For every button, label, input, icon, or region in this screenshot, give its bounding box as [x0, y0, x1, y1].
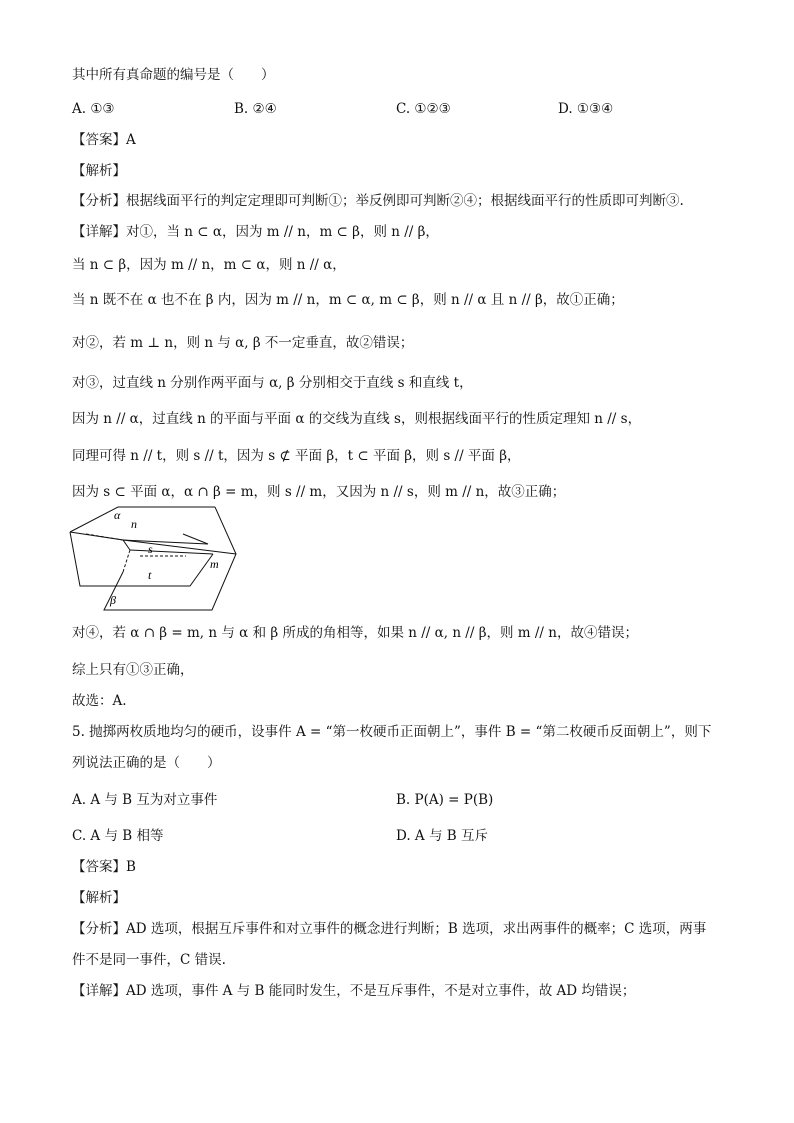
q4-tail-line-2: 综上只有①③正确，	[72, 662, 194, 678]
label-beta: β	[110, 593, 116, 607]
q5-stem-line-1: 5. 抛掷两枚质地均匀的硬币，设事件 A = “第一枚硬币正面朝上”，事件 B = “第二枚硬币反面朝上”，则下	[72, 724, 712, 740]
label-m: m	[210, 557, 219, 571]
q5-stem-line-2: 列说法正确的是（ ）	[72, 755, 221, 771]
planes-figure	[68, 506, 243, 612]
q5-answer: 【答案】B	[72, 859, 136, 875]
q4-answer: 【答案】A	[72, 132, 136, 148]
label-alpha: α	[114, 508, 121, 522]
q4-xiangjie-line-7: 同理可得 n // t，则 s // t，因为 s ⊄ 平面 β，t ⊂ 平面 β，则 s // 平面 β，	[72, 448, 521, 464]
q4-option-b: B. ②④	[234, 101, 277, 117]
q4-tail-line-3: 故选：A.	[72, 693, 127, 709]
q5-xiangjie: 【详解】AD 选项，事件 A 与 B 能同时发生，不是互斥事件，不是对立事件，故 AD 均错误；	[72, 983, 636, 999]
q4-xiangjie-line-8: 因为 s ⊂ 平面 α，α ∩ β = m，则 s // m，又因为 n // s，则 m // n，故③正确；	[72, 484, 566, 500]
label-n: n	[131, 517, 137, 531]
q5-option-b: B. P(A) = P(B)	[396, 792, 494, 808]
q4-xiangjie-line-3: 当 n 既不在 α 也不在 β 内，因为 m // n，m ⊂ α, m ⊂ β，则 n // α 且 n // β，故①正确；	[72, 292, 624, 308]
q4-analysis-tag: 【解析】	[72, 163, 126, 179]
q4-xiangjie-line-1: 【详解】对①，当 n ⊂ α，因为 m // n，m ⊂ β，则 n // β，	[72, 224, 439, 240]
q4-xiangjie-line-2: 当 n ⊂ β，因为 m // n，m ⊂ α，则 n // α，	[72, 257, 346, 273]
q5-fenxi-line-1: 【分析】AD 选项，根据互斥事件和对立事件的概念进行判断；B 选项，求出两事件的概率；C 选项，两事	[72, 921, 707, 937]
label-t: t	[148, 568, 152, 582]
q4-option-d: D. ①③④	[558, 101, 614, 117]
label-s: s	[148, 542, 153, 556]
q4-xiangjie-line-6: 因为 n // α，过直线 n 的平面与平面 α 的交线为直线 s，则根据线面平行的性质定理知 n // s，	[72, 411, 642, 427]
q4-xiangjie-line-4: 对②，若 m ⊥ n，则 n 与 α, β 不一定垂直，故②错误；	[72, 335, 414, 351]
q5-analysis-tag: 【解析】	[72, 890, 126, 906]
q4-option-a: A. ①③	[72, 101, 115, 117]
q4-stem: 其中所有真命题的编号是（ ）	[72, 67, 275, 83]
q5-option-d: D. A 与 B 互斥	[396, 828, 488, 844]
q5-fenxi-line-2: 件不是同一事件，C 错误.	[72, 952, 226, 968]
q5-option-a: A. A 与 B 互为对立事件	[72, 792, 218, 808]
q5-option-c: C. A 与 B 相等	[72, 828, 164, 844]
q4-option-c: C. ①②③	[396, 101, 451, 117]
q4-fenxi: 【分析】根据线面平行的判定定理即可判断①；举反例即可判断②④；根据线面平行的性质即可判断③.	[72, 193, 684, 209]
q4-tail-line-1: 对④，若 α ∩ β = m, n 与 α 和 β 所成的角相等，如果 n // α, n // β，则 m // n，故④错误；	[72, 625, 638, 641]
q4-xiangjie-line-5: 对③，过直线 n 分别作两平面与 α, β 分别相交于直线 s 和直线 t，	[72, 375, 473, 391]
